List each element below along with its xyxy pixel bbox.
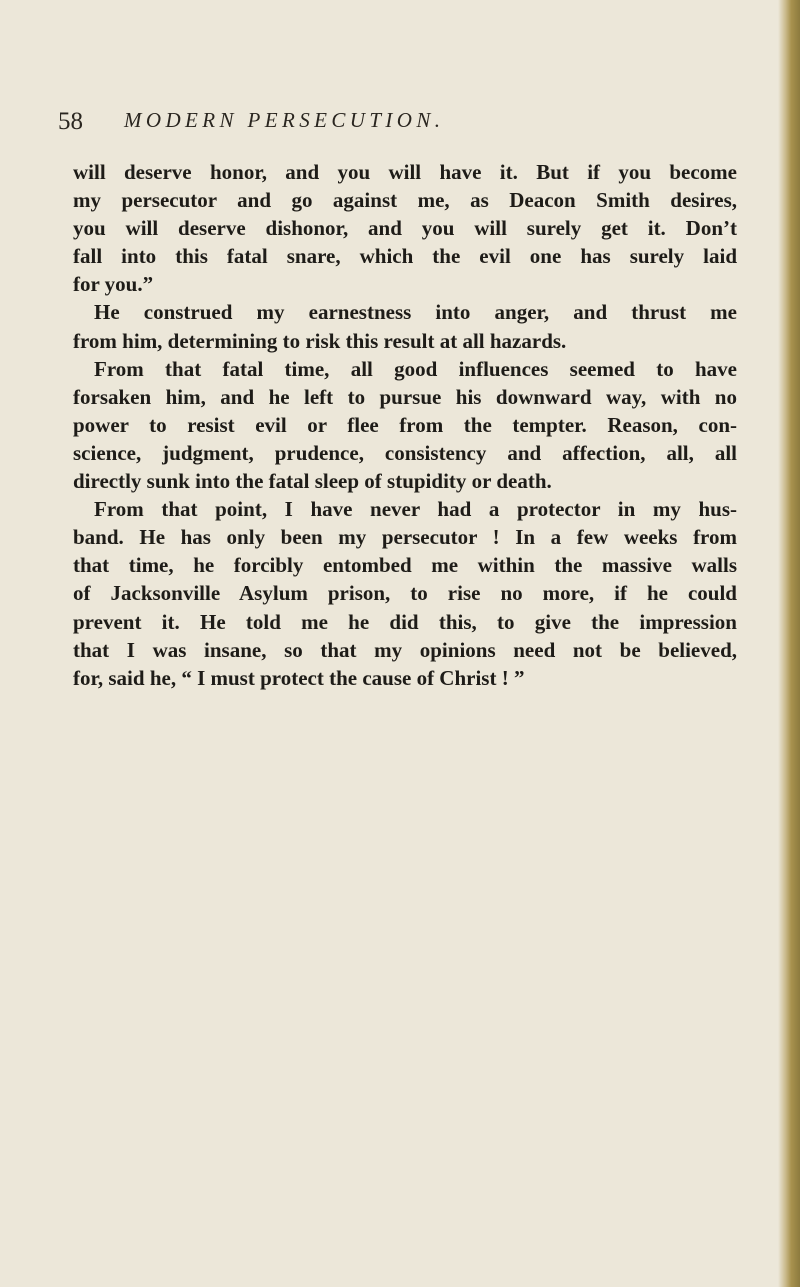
text-line: science, judgment, prudence, consistency and affection, all, all [73, 440, 737, 465]
page-number: 58 [58, 108, 83, 135]
text-line: of Jacksonville Asylum prison, to rise no more, if he could [73, 581, 737, 606]
body-text [73, 158, 737, 692]
text-line: from him, determining to risk this result at all hazards. [73, 328, 567, 353]
text-line: directly sunk into the fatal sleep of stupidity or death. [73, 469, 552, 494]
text-line: From that point, I have never had a protector in my hus- [94, 497, 737, 522]
text-line: From that fatal time, all good influences seemed to have [94, 356, 737, 381]
text-line: my persecutor and go against me, as Deacon Smith desires, [73, 188, 737, 213]
paragraph-3 [73, 355, 737, 495]
text-line: prevent it. He told me he did this, to give the impression [73, 609, 737, 634]
text-line: He construed my earnestness into anger, and thrust me [94, 300, 737, 325]
text-line: you will deserve dishonor, and you will surely get it. Don’t [73, 216, 737, 241]
text-line: will deserve honor, and you will have it. But if you become [73, 160, 737, 184]
paragraph-1 [73, 158, 737, 298]
paragraph-2 [73, 298, 737, 354]
text-line: for you.” [73, 272, 154, 297]
text-line: for, said he, “ I must protect the cause of Christ ! ” [73, 665, 525, 690]
text-line: band. He has only been my persecutor ! In a few weeks from [73, 525, 737, 550]
text-line: that I was insane, so that my opinions need not be believed, [73, 637, 737, 662]
running-title: MODERN PERSECUTION. [124, 108, 445, 132]
page-binding-edge [778, 0, 800, 1287]
text-line: fall into this fatal snare, which the evil one has surely laid [73, 244, 737, 269]
text-line: that time, he forcibly entombed me within the massive walls [73, 553, 737, 578]
paragraph-4 [73, 495, 737, 692]
text-line: forsaken him, and he left to pursue his downward way, with no [73, 384, 737, 409]
text-line: power to resist evil or flee from the tempter. Reason, con- [73, 412, 737, 437]
running-head [58, 108, 758, 138]
